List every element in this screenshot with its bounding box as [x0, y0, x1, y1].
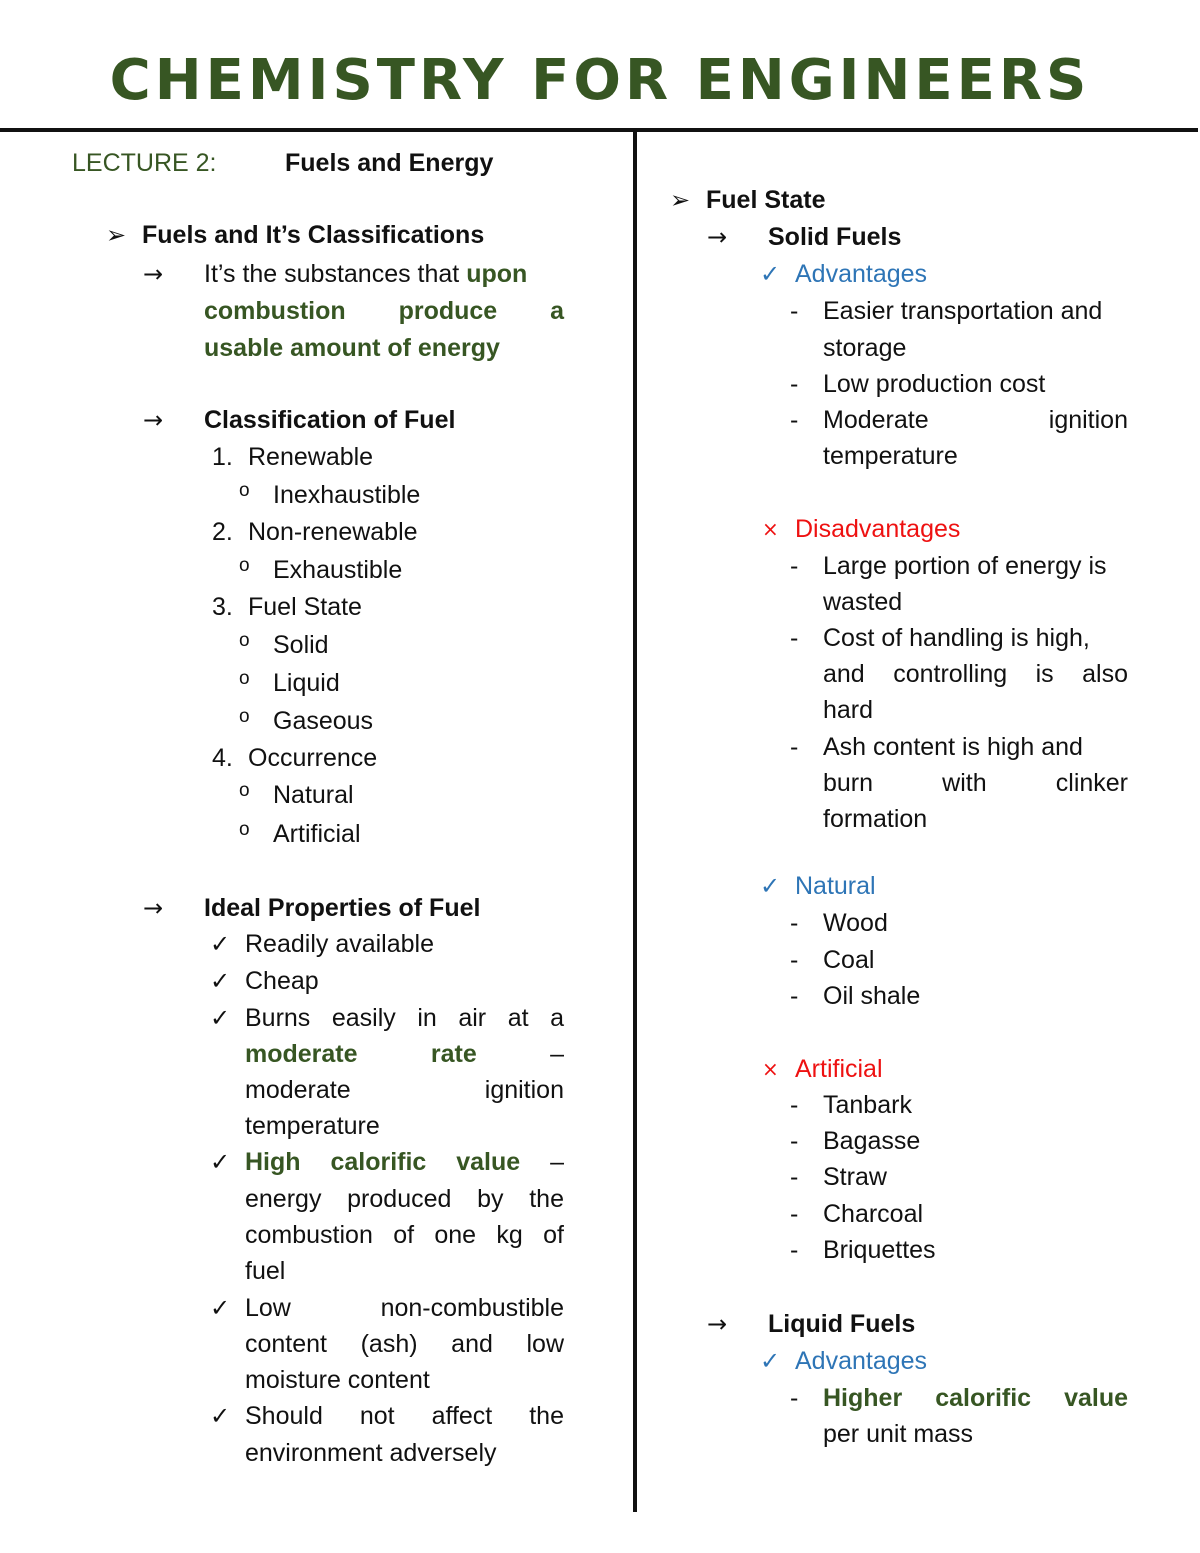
dash-bullet-icon: -: [790, 1236, 799, 1264]
artificial-label: Artificial: [795, 1055, 883, 1083]
list-subitem: Inexhaustible: [273, 481, 421, 509]
check-icon: ✓: [210, 1402, 231, 1430]
property-item: Cheap: [245, 967, 319, 995]
list-number: 2.: [212, 518, 233, 546]
dash-bullet-icon: -: [790, 946, 799, 974]
property-item-line: combustion of one kg of: [245, 1221, 565, 1249]
advantages-label: Advantages: [795, 1347, 928, 1375]
list-item: Bagasse: [823, 1127, 921, 1155]
subsection-heading: Classification of Fuel: [204, 406, 456, 434]
list-item: Fuel State: [248, 593, 362, 621]
circle-bullet-icon: o: [239, 668, 250, 689]
property-item-line: environment adversely: [245, 1439, 497, 1467]
advantages-label: Advantages: [795, 260, 928, 288]
title-divider: [0, 128, 1198, 132]
arrow-bullet-icon: ➢: [106, 221, 127, 249]
column-divider: [633, 131, 637, 1512]
list-number: 4.: [212, 744, 233, 772]
definition-line-1: It’s the substances that upon: [204, 260, 528, 288]
disadvantages-label: Disadvantages: [795, 515, 961, 543]
dash-bullet-icon: -: [790, 733, 799, 761]
list-item-line: wasted: [823, 588, 903, 616]
list-item: Occurrence: [248, 744, 378, 772]
list-subitem: Natural: [273, 781, 354, 809]
list-item-line: Moderate ignition: [823, 406, 1128, 434]
property-item-line: High calorific value –: [245, 1148, 564, 1176]
check-icon: ✓: [760, 872, 781, 900]
dash-bullet-icon: -: [790, 982, 799, 1010]
section-heading: Fuel State: [706, 186, 826, 214]
circle-bullet-icon: o: [239, 630, 250, 651]
check-icon: ✓: [760, 1347, 781, 1375]
property-item-line: temperature: [245, 1112, 380, 1140]
cross-icon: ×: [762, 1057, 779, 1081]
property-item-line: moderate rate –: [245, 1040, 565, 1068]
subsection-heading: Ideal Properties of Fuel: [204, 894, 481, 922]
property-item-line: content (ash) and low: [245, 1330, 564, 1358]
property-item-line: moderate ignition: [245, 1076, 564, 1104]
definition-line-2: combustion produce a: [204, 297, 565, 325]
property-item-line: moisture content: [245, 1366, 430, 1394]
list-number: 1.: [212, 443, 233, 471]
list-item: Tanbark: [823, 1091, 912, 1119]
dash-bullet-icon: -: [790, 909, 799, 937]
list-item-line: Ash content is high and: [823, 733, 1083, 761]
list-item: Non-renewable: [248, 518, 418, 546]
lecture-topic: Fuels and Energy: [285, 149, 494, 177]
list-item-line: storage: [823, 334, 907, 362]
definition-line-3: usable amount of energy: [204, 334, 500, 362]
list-subitem: Artificial: [273, 820, 361, 848]
dash-bullet-icon: -: [790, 1384, 799, 1412]
list-item-line: temperature: [823, 442, 958, 470]
natural-label: Natural: [795, 872, 876, 900]
list-item-line: burn with clinker: [823, 769, 1129, 797]
document-title: CHEMISTRY FOR ENGINEERS: [109, 48, 1091, 113]
circle-bullet-icon: o: [239, 819, 250, 840]
dash-bullet-icon: -: [790, 406, 799, 434]
list-subitem: Exhaustible: [273, 556, 403, 584]
check-icon: ✓: [210, 967, 231, 995]
check-icon: ✓: [760, 260, 781, 288]
list-item: Coal: [823, 946, 875, 974]
list-item: Oil shale: [823, 982, 921, 1010]
check-icon: ✓: [210, 1294, 231, 1322]
property-item-line: Burns easily in air at a: [245, 1004, 564, 1032]
arrow-icon: →: [143, 894, 164, 922]
check-icon: ✓: [210, 1004, 231, 1032]
list-item: Wood: [823, 909, 888, 937]
list-item: Low production cost: [823, 370, 1046, 398]
list-item-line: Large portion of energy is: [823, 552, 1107, 580]
list-subitem: Liquid: [273, 669, 340, 697]
check-icon: ✓: [210, 930, 231, 958]
dash-bullet-icon: -: [790, 370, 799, 398]
property-item-line: Low non-combustible: [245, 1294, 564, 1322]
circle-bullet-icon: o: [239, 706, 250, 727]
cross-icon: ×: [762, 517, 779, 541]
check-icon: ✓: [210, 1148, 231, 1176]
arrow-icon: →: [707, 223, 728, 251]
list-item: Charcoal: [823, 1200, 924, 1228]
list-item-line: hard: [823, 696, 874, 724]
list-item-line: Cost of handling is high,: [823, 624, 1090, 652]
list-item-line: and controlling is also: [823, 660, 1129, 688]
dash-bullet-icon: -: [790, 552, 799, 580]
list-item: Renewable: [248, 443, 374, 471]
dash-bullet-icon: -: [790, 1127, 799, 1155]
list-subitem: Gaseous: [273, 707, 374, 735]
circle-bullet-icon: o: [239, 780, 250, 801]
dash-bullet-icon: -: [790, 1091, 799, 1119]
dash-bullet-icon: -: [790, 624, 799, 652]
property-item-line: fuel: [245, 1257, 286, 1285]
dash-bullet-icon: -: [790, 1200, 799, 1228]
list-item-line: Higher calorific value: [823, 1384, 1128, 1412]
arrow-bullet-icon: ➢: [670, 186, 691, 214]
dash-bullet-icon: -: [790, 1163, 799, 1191]
section-heading: Fuels and It’s Classifications: [142, 221, 485, 249]
list-item-line: Easier transportation and: [823, 297, 1103, 325]
property-item-line: Should not affect the: [245, 1402, 564, 1430]
subsection-heading: Solid Fuels: [768, 223, 902, 251]
dash-bullet-icon: -: [790, 297, 799, 325]
arrow-icon: →: [143, 406, 164, 434]
arrow-icon: →: [143, 260, 164, 288]
circle-bullet-icon: o: [239, 480, 250, 501]
arrow-icon: →: [707, 1310, 728, 1338]
circle-bullet-icon: o: [239, 555, 250, 576]
list-item-line: per unit mass: [823, 1420, 974, 1448]
list-item-line: formation: [823, 805, 928, 833]
list-subitem: Solid: [273, 631, 329, 659]
list-item: Briquettes: [823, 1236, 936, 1264]
list-number: 3.: [212, 593, 233, 621]
list-item: Straw: [823, 1163, 887, 1191]
lecture-label: LECTURE 2:: [72, 149, 217, 177]
property-item: Readily available: [245, 930, 435, 958]
property-item-line: energy produced by the: [245, 1185, 564, 1213]
subsection-heading: Liquid Fuels: [768, 1310, 916, 1338]
